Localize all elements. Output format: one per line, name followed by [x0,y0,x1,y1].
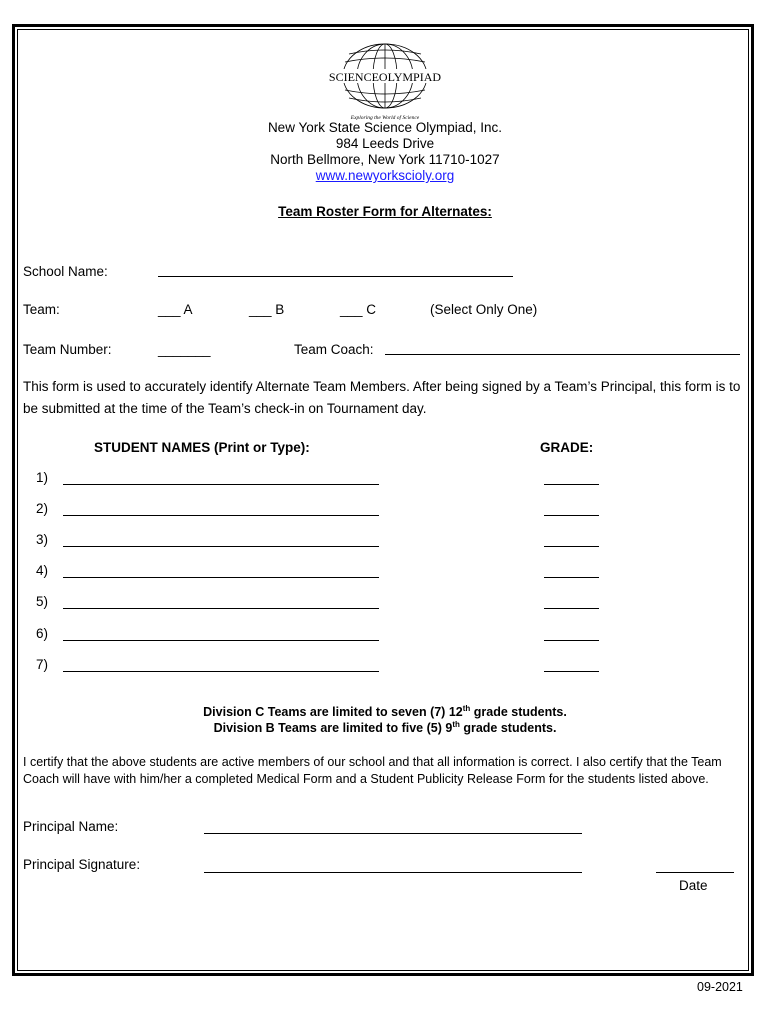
student-row-number: 4) [36,563,49,578]
student-name-field[interactable] [63,472,379,485]
student-name-field[interactable] [63,503,379,516]
student-row-number: 6) [36,626,49,641]
student-name-field[interactable] [63,534,379,547]
student-name-field[interactable] [63,596,379,609]
form-title: Team Roster Form for Alternates: [278,204,492,219]
grade-field[interactable] [544,596,599,609]
team-select-note: (Select Only One) [430,302,538,317]
student-row-number: 5) [36,594,49,609]
team-label: Team: [23,302,60,317]
grade-field[interactable] [544,659,599,672]
org-street: 984 Leeds Drive [335,136,435,151]
student-row-number: 7) [36,657,49,672]
school-name-label: School Name: [23,264,108,279]
team-number-label: Team Number: [23,342,112,357]
team-option-b[interactable]: ___ B [249,302,285,317]
principal-name-label: Principal Name: [23,819,119,834]
website-link[interactable]: www.newyorkscioly.org [315,168,455,183]
grade-header: GRADE: [540,440,594,455]
org-name: New York State Science Olympiad, Inc. [267,120,503,135]
principal-name-field[interactable] [204,821,582,834]
team-option-a[interactable]: ___ A [158,302,193,317]
division-c-limit: Division C Teams are limited to seven (7) 12th grade students. [203,703,567,719]
principal-signature-label: Principal Signature: [23,857,141,872]
science-olympiad-logo [312,40,458,122]
principal-signature-field[interactable] [204,860,582,873]
student-name-field[interactable] [63,659,379,672]
grade-field[interactable] [544,503,599,516]
grade-field[interactable] [544,565,599,578]
org-city: North Bellmore, New York 11710-1027 [270,152,500,167]
student-names-header: STUDENT NAMES (Print or Type): [94,440,310,455]
student-name-field[interactable] [63,565,379,578]
intro-paragraph: This form is used to accurately identify Alternate Team Members. After being signed by a Team’s Principal, this form is to be submitted at the time of the Team’s check-in on Tournament day. [23,379,741,416]
grade-field[interactable] [544,472,599,485]
division-b-limit: Division B Teams are limited to five (5) 9th grade students. [213,719,557,735]
student-name-field[interactable] [63,628,379,641]
team-coach-field[interactable] [385,342,740,355]
school-name-field[interactable] [158,264,513,277]
student-row-number: 1) [36,470,49,485]
certification-paragraph: I certify that the above students are active members of our school and that all information is correct. I also certify that the Team Coach will have with him/her a completed Medical Form and a Student Publicity Release Form for the students listed above. [23,755,722,786]
date-label: Date [679,878,708,893]
logo-tagline: Exploring the World of Science [350,115,420,121]
date-field[interactable] [656,860,734,873]
logo-text: SCIENCEOLYMPIAD [328,70,442,84]
student-row-number: 2) [36,501,49,516]
team-number-field[interactable]: _______ [158,342,211,357]
team-coach-label: Team Coach: [294,342,374,357]
grade-field[interactable] [544,534,599,547]
grade-field[interactable] [544,628,599,641]
form-revision-date: 09-2021 [697,980,743,994]
student-row-number: 3) [36,532,49,547]
team-option-c[interactable]: ___ C [340,302,377,317]
